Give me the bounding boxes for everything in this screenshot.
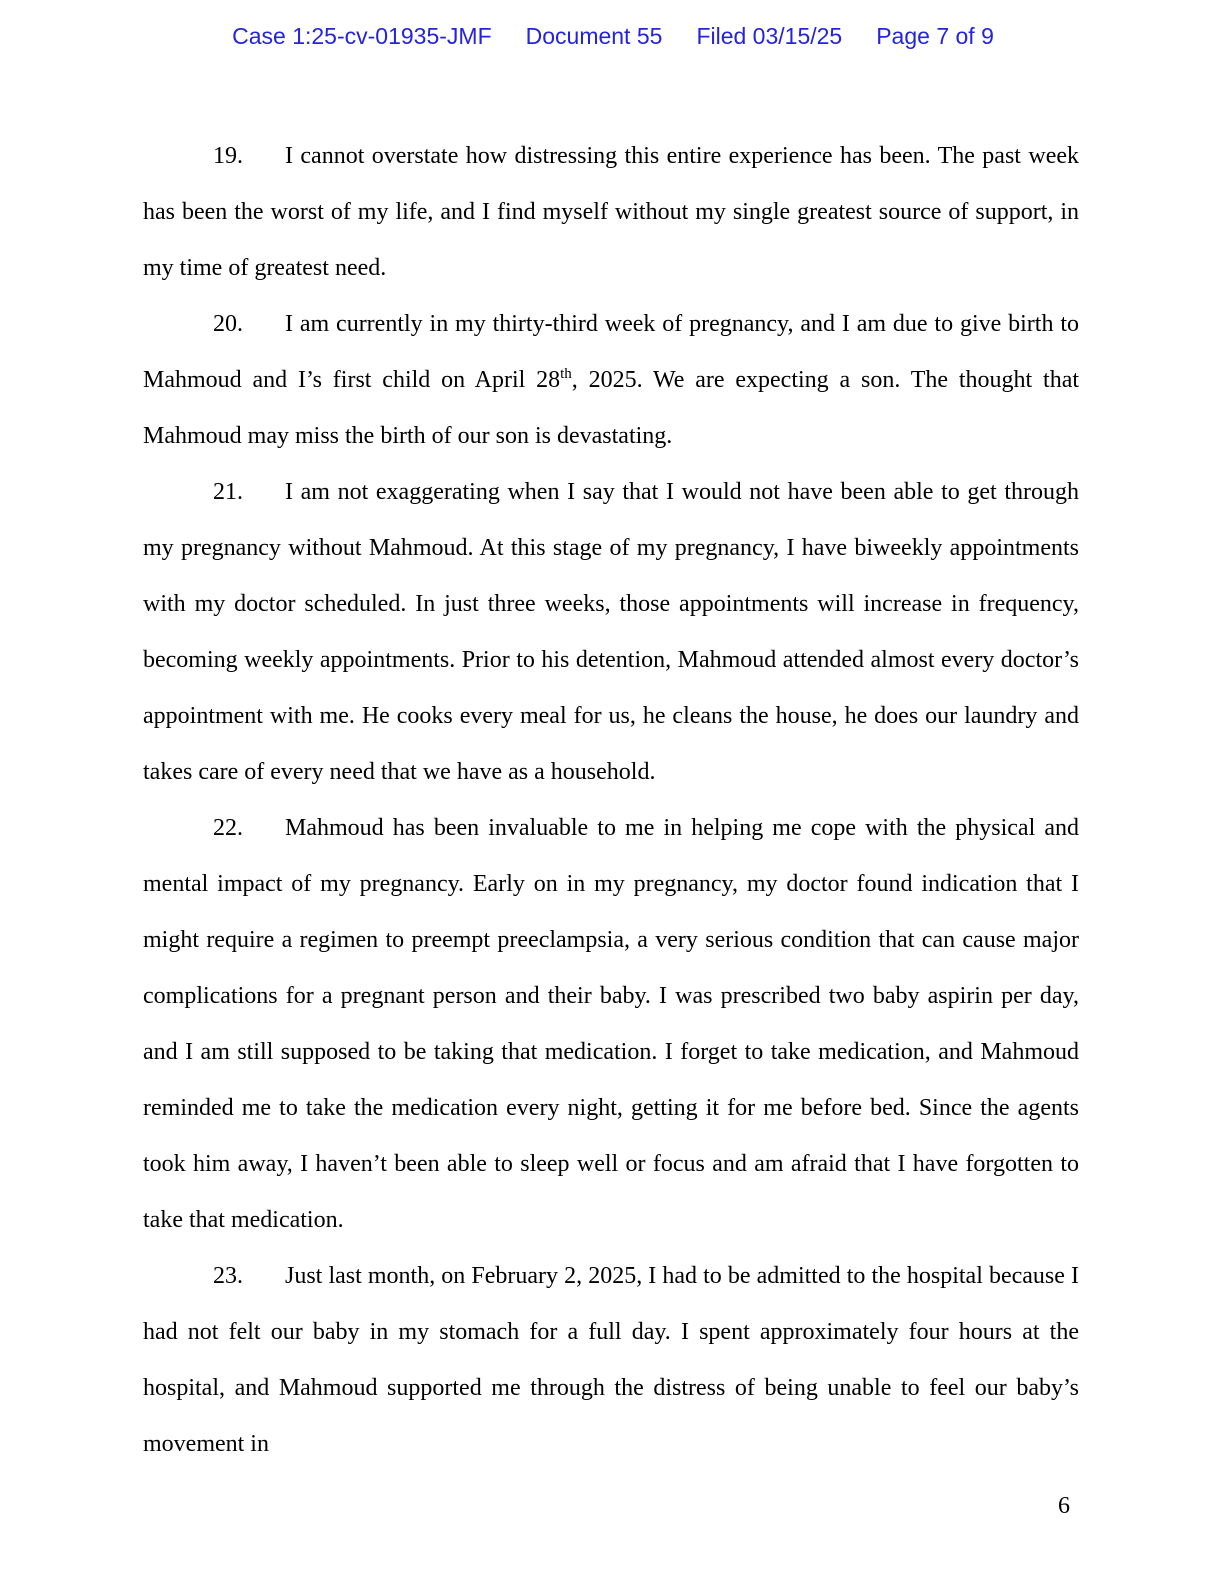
page-number: 6 — [1058, 1493, 1070, 1519]
paragraph-number: 21. — [213, 479, 243, 505]
paragraph-number: 23. — [213, 1263, 243, 1289]
paragraph-text: Just last month, on February 2, 2025, I had to be admitted to the hospital because I had not felt our baby in my stomach for a full day. I spent approximately four hours at the hospital, and Mahmoud supported me through the distress of being unable to feel our baby’s movement in — [143, 1263, 1079, 1457]
paragraph-20 — [143, 296, 1079, 464]
stamp-page-indicator: Page 7 of 9 — [876, 23, 994, 49]
paragraph-text: I am currently in my thirty-third week of pregnancy, and I am due to give birth to Mahmoud and I’s first child on April 28 — [143, 311, 1079, 393]
paragraph-19 — [143, 128, 1079, 296]
affidavit-body — [143, 128, 1079, 1472]
paragraph-number: 22. — [213, 815, 243, 841]
stamp-case-number: Case 1:25-cv-01935-JMF — [232, 23, 492, 49]
paragraph-number: 20. — [213, 311, 243, 337]
paragraph-23 — [143, 1248, 1079, 1472]
stamp-filed-date: Filed 03/15/25 — [696, 23, 843, 49]
ordinal-superscript: th — [560, 366, 572, 382]
paragraph-22 — [143, 800, 1079, 1248]
paragraph-21 — [143, 464, 1079, 800]
paragraph-text: I cannot overstate how distressing this entire experience has been. The past week has been the worst of my life, and I find myself without my single greatest source of support, in my time of greatest need. — [143, 143, 1079, 281]
paragraph-text: I am not exaggerating when I say that I would not have been able to get through my pregnancy without Mahmoud. At this stage of my pregnancy, I have biweekly appointments with my doctor scheduled. In just three weeks, those appointments will increase in frequency, becoming weekly appointments. Prior to his detention, Mahmoud attended almost every doctor’s appointment with me. He cooks every meal for us, he cleans the house, he does our laundry and takes care of every need that we have as a household. — [143, 479, 1079, 785]
paragraph-text: , 2025. We are expecting a son. The thought that Mahmoud may miss the birth of our son is devastating. — [143, 367, 1080, 449]
paragraph-text: Mahmoud has been invaluable to me in helping me cope with the physical and mental impact of my pregnancy. Early on in my pregnancy, my doctor found indication that I might require a regimen to preempt preeclampsia, a very serious condition that can cause major complications for a pregnant person and their baby. I was prescribed two baby aspirin per day, and I am still supposed to be taking that medication. I forget to take medication, and Mahmoud reminded me to take the medication every night, getting it for me before bed. Since the agents took him away, I haven’t been able to sleep well or focus and am afraid that I have forgotten to take that medication. — [143, 815, 1079, 1233]
case-stamp-header — [0, 22, 1226, 50]
paragraph-number: 19. — [213, 143, 243, 169]
stamp-document-number: Document 55 — [525, 23, 663, 49]
